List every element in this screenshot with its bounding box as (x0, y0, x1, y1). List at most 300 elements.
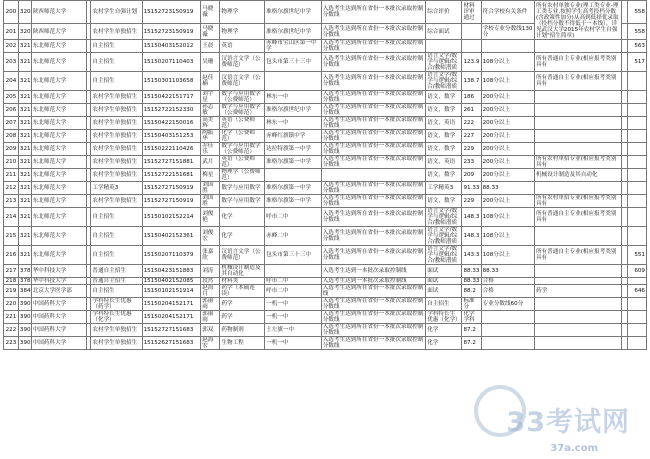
table-row (4, 156, 647, 169)
exam-subject-cell: 工学精英3 (426, 182, 462, 195)
exam-subject-cell: 面试 (426, 265, 462, 278)
row-index-cell: 217 (4, 265, 19, 278)
admission-condition-cell: 入选考生达到所在省份一本批次录取控制分数线 (321, 104, 426, 117)
admission-condition-cell: 入选考生达到所在省份一本批次录取控制分数线 (321, 298, 426, 311)
note-cell: 所有普通自主专业(相应报考类别具有 (534, 246, 621, 265)
evaluation-cell: 123.9 (462, 53, 481, 72)
requirement-cell: 88.33 (481, 265, 534, 278)
exam-subject-cell: 语文，数学 (426, 143, 462, 156)
student-name-cell: 刘涛 (201, 265, 220, 278)
school-code-cell: 390 (18, 298, 31, 311)
admission-condition-cell: 入选考生达到所在省份一本批次录取控制分数线 (321, 1, 426, 24)
school-name-cell: 东北师范大学 (31, 246, 86, 265)
exam-subject-cell: 语言文学/数学与逻辑/综合/教师潜质 (426, 246, 462, 265)
exam-id-cell: 15150403152012 (142, 40, 201, 53)
evaluation-cell: 87.2 (462, 324, 481, 337)
admission-condition-cell: 入选考生达到所在省份一本批次录取控制分数线 (321, 117, 426, 130)
note-cell (534, 324, 621, 337)
row-index-cell: 200 (4, 1, 19, 24)
student-name-cell: 刘国胜 (201, 182, 220, 195)
evaluation-cell: 88.2 (462, 285, 481, 298)
student-name-cell: 吴珊 (201, 53, 220, 72)
exam-id-cell: 15152727151881 (142, 156, 201, 169)
evaluation-cell: 229 (462, 195, 481, 208)
high-school-cell: 准格尔旗第一中学 (265, 156, 322, 169)
admission-condition-cell: 入选考生达到所在省份一本批次录取控制分数线 (321, 311, 426, 324)
program-type-cell: 自主招生 (91, 208, 142, 227)
student-name-cell: 武月 (201, 156, 220, 169)
student-name-cell: 刘俊艳 (201, 208, 220, 227)
program-type-cell: 农村学生单独招生 (91, 324, 142, 337)
program-type-cell: 农村学生单独招生 (91, 169, 142, 182)
table-row (4, 169, 647, 182)
score-cell: 551 (627, 246, 646, 265)
exam-id-cell: 15152727151683 (142, 324, 201, 337)
school-name-cell: 陕西师范大学 (31, 24, 86, 40)
row-index-cell: 203 (4, 53, 19, 72)
major-cell: 物理学（公费师范） (220, 169, 265, 182)
school-name-cell: 东北师范大学 (31, 143, 86, 156)
exam-subject-cell: 语文，数学 (426, 130, 462, 143)
program-type-cell: 普通自主招生 (91, 265, 142, 278)
exam-id-cell: 15150422150016 (142, 117, 201, 130)
major-cell: 数学与应用数学 (220, 182, 265, 195)
watermark-logo (479, 379, 644, 457)
exam-subject-cell: 面试 (426, 278, 462, 285)
school-name-cell: 东北师范大学 (31, 195, 86, 208)
program-type-cell: 农村学生自强计划 (91, 1, 142, 24)
requirement-cell (481, 337, 534, 350)
major-cell: 数学与应用数学（公费师范） (220, 104, 265, 117)
program-type-cell: 农村学生单独招生 (91, 337, 142, 350)
note-cell (534, 104, 621, 117)
requirement-cell: 108分以上 (481, 53, 534, 72)
high-school-cell: 赤峰二中 (265, 227, 322, 246)
evaluation-cell: 138.7 (462, 72, 481, 91)
exam-id-cell: 15150222110426 (142, 143, 201, 156)
student-name-cell: 郭丽雨 (201, 298, 220, 311)
note-cell (534, 130, 621, 143)
admission-condition-cell: 入选考生达到所在省份一本批次录取控制分数线 (321, 130, 426, 143)
table-row (4, 246, 647, 265)
school-code-cell: 320 (18, 24, 31, 40)
exam-subject-cell: 语文，数学 (426, 195, 462, 208)
exam-id-cell: 15150301103658 (142, 72, 201, 91)
major-cell: 物理学 (220, 1, 265, 24)
program-type-cell: 自主招生 (91, 53, 142, 72)
program-type-cell: 农村学生单独招生 (91, 24, 142, 40)
note-cell: 所有普通自主专业(相应报考类别具有 (534, 53, 621, 72)
exam-subject-cell: 语言文学/数学与逻辑/综合/教师潜质 (426, 227, 462, 246)
evaluation-cell: 186 (462, 91, 481, 104)
exam-id-cell: 15150403151253 (142, 130, 201, 143)
admission-table (3, 0, 647, 350)
major-cell: 材料类 (220, 278, 265, 285)
note-cell: 药学 (534, 285, 621, 298)
note-cell (534, 182, 621, 195)
school-name-cell: 中国药科大学 (31, 298, 86, 311)
score-cell (627, 298, 646, 311)
exam-subject-cell: 语文，数学 (426, 91, 462, 104)
admission-condition-cell: 入选考生达到所在省份一本批次录取控制分数线 (321, 53, 426, 72)
requirement-cell: 108分以上 (481, 72, 534, 91)
note-cell (534, 40, 621, 53)
row-index-cell: 216 (4, 246, 19, 265)
evaluation-cell: 143.3 (462, 246, 481, 265)
exam-id-cell: 15150207110403 (142, 53, 201, 72)
admission-condition-cell: 入选考生达到一本批次录取控制线 (321, 278, 426, 285)
major-cell: 汉语言文学（公费师范） (220, 246, 265, 265)
program-type-cell: 工学精英3 (91, 182, 142, 195)
exam-id-cell: 15150102152214 (142, 208, 201, 227)
admission-condition-cell: 入选考生达到所在省份一本批次录取控制分数线 (321, 72, 426, 91)
program-type-cell: 自主招生 (91, 72, 142, 91)
requirement-cell: 合格 (481, 278, 534, 285)
school-code-cell: 321 (18, 40, 31, 53)
row-index-cell: 205 (4, 91, 19, 104)
high-school-cell: 包头市第三十三中 (265, 53, 322, 72)
evaluation-cell: 209 (462, 169, 481, 182)
evaluation-cell: 229 (462, 143, 481, 156)
program-type-cell: 农村学生单独招生 (91, 130, 142, 143)
school-name-cell: 华中科技大学 (31, 278, 86, 285)
student-name-cell: 乔佳乐 (201, 143, 220, 156)
major-cell: 数学与应用数学 (220, 195, 265, 208)
evaluation-cell: 88.33 (463, 278, 480, 284)
table-row (4, 337, 647, 350)
row-index-cell: 211 (4, 169, 19, 182)
school-code-cell: 321 (18, 72, 31, 91)
admission-condition-cell: 入选考生达到所在省份一本批次录取控制分数线 (321, 246, 426, 265)
major-cell: 化学 (220, 227, 265, 246)
exam-id-cell: 15150402152361 (142, 227, 201, 246)
school-code-cell: 321 (18, 104, 31, 117)
requirement-cell: 200分以上 (481, 195, 534, 208)
evaluation-cell: 227 (462, 130, 481, 143)
requirement-cell: 专业分数线60分 (481, 298, 534, 311)
school-code-cell: 321 (18, 156, 31, 169)
table-row (4, 72, 647, 91)
score-cell (627, 278, 646, 285)
admission-condition-cell: 入选考生达到所在省份一本批次录取控制分数线 (321, 143, 426, 156)
major-cell: 药学（本硕连读） (220, 285, 265, 298)
note-cell: 所有普通自主专业(相应报考类别具有 (534, 208, 621, 227)
high-school-cell: 准格尔旗世纪中学 (265, 24, 322, 40)
school-code-cell: 378 (18, 265, 31, 278)
high-school-cell: 准格尔旗世纪中学 (265, 104, 322, 117)
exam-subject-cell (426, 40, 462, 53)
evaluation-cell: 88.33 (462, 265, 481, 278)
program-type-cell: 自主招生 (91, 227, 142, 246)
school-name-cell: 东北师范大学 (31, 182, 86, 195)
student-name-cell: 刘俊宏 (201, 227, 220, 246)
exam-id-cell: 15150402152085 (142, 278, 201, 285)
row-index-cell: 220 (4, 298, 19, 311)
score-cell (627, 195, 646, 208)
high-school-cell: 赤峰红旗镇中学 (265, 130, 322, 143)
exam-subject-cell: 综合面试 (426, 24, 462, 40)
exam-id-cell: 15150204152171 (142, 298, 201, 311)
requirement-cell: 200分以上 (481, 156, 534, 169)
school-code-cell: 390 (18, 311, 31, 324)
exam-id-cell: 15152727150919 (142, 182, 201, 195)
exam-subject-cell: 语言文学/数学与逻辑/综合/教师潜质 (426, 53, 462, 72)
student-name-cell: 马晓薇 (201, 1, 220, 24)
exam-id-cell: 15152722152330 (142, 104, 201, 117)
score-cell: 558 (627, 1, 646, 24)
exam-subject-cell: 语文，英语 (426, 156, 462, 169)
student-name-cell: 马晓薇 (201, 24, 220, 40)
exam-subject-cell: 语言文学/数学与逻辑/综合/教师潜质 (426, 208, 462, 227)
exam-id-cell: 15152627151683 (142, 337, 201, 350)
row-index-cell: 222 (4, 324, 19, 337)
requirement-cell: 200分以上 (481, 143, 534, 156)
table-row (4, 182, 647, 195)
exam-subject-cell: 语文，英语 (426, 117, 462, 130)
row-index-cell: 201 (4, 24, 19, 40)
note-cell (534, 265, 621, 278)
student-name-cell: 张嘉欣 (201, 246, 220, 265)
score-cell (627, 169, 646, 182)
table-row (4, 324, 647, 337)
admission-condition-cell: 入选考生达到所在省份一本批次录取控制分数线 (321, 91, 426, 104)
exam-subject-cell: 面试 (426, 285, 462, 298)
high-school-cell: 林东一中 (265, 117, 322, 130)
requirement-cell (481, 311, 534, 324)
exam-subject-cell: 化学 (426, 337, 462, 350)
school-name-cell: 东北师范大学 (31, 227, 86, 246)
student-name-cell: 赵佳楠 (201, 72, 220, 91)
row-index-cell: 221 (4, 311, 19, 324)
school-name-cell: 北京大学医学部 (31, 285, 86, 298)
school-name-cell: 东北师范大学 (31, 72, 86, 91)
row-index-cell: 213 (4, 195, 19, 208)
program-type-cell: 农村学生单独招生 (91, 104, 142, 117)
row-index-cell: 223 (4, 337, 19, 350)
score-cell (627, 130, 646, 143)
high-school-cell: 准格尔旗第一中学 (265, 195, 322, 208)
table-row (4, 227, 647, 246)
table-row (4, 104, 647, 117)
exam-subject-cell: 自主招生 (426, 298, 462, 311)
requirement-cell (481, 324, 534, 337)
requirement-cell: 200分以上 (481, 169, 534, 182)
school-name-cell: 华中科技大学 (31, 265, 86, 278)
note-cell: 所有普通自主专业(相应报考类别具有 (534, 72, 621, 91)
exam-id-cell: 15152727150919 (142, 195, 201, 208)
school-code-cell: 321 (18, 169, 31, 182)
major-cell: 英语（公费师范） (220, 117, 265, 130)
score-cell (627, 311, 646, 324)
note-cell: 所有农村单独专业(理工类专业-理工类专业,按照学生高考投档分数(含政策性加分)从高到低择优录取（投档分数不得低于一本线）。详见武汉大学2015年农村学生自强计划"招生简章) (534, 1, 621, 40)
school-code-cell: 321 (18, 227, 31, 246)
school-code-cell: 321 (18, 246, 31, 265)
program-type-cell: 农村学生单独招生 (91, 91, 142, 104)
high-school-cell: 一机一中 (265, 337, 322, 350)
note-cell (534, 311, 621, 324)
requirement-cell: 200分以上 (481, 130, 534, 143)
student-name-cell: 陶振华 (201, 130, 220, 143)
high-school-cell: 包头市第三十三中 (265, 246, 322, 265)
table-row (4, 265, 647, 278)
requirement-cell: 88.33 (481, 182, 534, 195)
program-type-cell: 普通自主招生 (91, 278, 142, 285)
school-name-cell: 东北师范大学 (31, 130, 86, 143)
note-cell (534, 278, 621, 285)
major-cell: 数学与应用数学（公费师范） (220, 143, 265, 156)
evaluation-cell: 222 (462, 117, 481, 130)
major-cell: 汉语言文学（公费师范） (220, 72, 265, 91)
student-name-cell: 赵海月 (201, 285, 220, 298)
high-school-cell: 一机一中 (265, 311, 322, 324)
evaluation-cell: 91.33 (462, 182, 481, 195)
table-row (4, 285, 647, 298)
exam-id-cell: 15150207110379 (142, 246, 201, 265)
note-cell (534, 337, 621, 350)
admission-condition-cell: 入选考生达到所在省份一本批次录取控制分数线 (321, 324, 426, 337)
score-cell (627, 117, 646, 130)
requirement-cell: 合格 (481, 285, 534, 298)
school-name-cell: 东北师范大学 (31, 40, 86, 53)
admission-condition-cell: 入选考生达到所在省份一本批次录取控制分数线 (321, 195, 426, 208)
school-code-cell: 384 (18, 285, 31, 298)
score-cell: 563 (627, 40, 646, 53)
exam-id-cell: 15150204152171 (142, 311, 201, 324)
score-cell (627, 91, 646, 104)
exam-id-cell: 15152722151681 (142, 169, 201, 182)
major-cell: 化学 (220, 208, 265, 227)
school-code-cell: 321 (18, 195, 31, 208)
row-index-cell: 212 (4, 182, 19, 195)
evaluation-cell: 261 (462, 104, 481, 117)
major-cell: 数学与应用数学（公费师范） (220, 91, 265, 104)
table-row (4, 91, 647, 104)
evaluation-cell: 材料评审通过 (462, 1, 481, 24)
row-index-cell: 206 (4, 104, 19, 117)
exam-id-cell: 15150422151717 (142, 91, 201, 104)
school-name-cell: 东北师范大学 (31, 208, 86, 227)
school-code-cell: 320 (18, 1, 31, 24)
score-cell (627, 208, 646, 227)
evaluation-cell: 148.3 (462, 227, 481, 246)
school-code-cell: 321 (18, 117, 31, 130)
exam-id-cell: 15152723150919 (142, 24, 201, 40)
table-row (4, 298, 647, 311)
high-school-cell: 一机一中 (265, 298, 322, 311)
exam-subject-cell: 语文，数学 (426, 169, 462, 182)
evaluation-cell: 233 (462, 156, 481, 169)
requirement-cell: 符合学校有关条件 (481, 1, 534, 24)
table-row (4, 311, 647, 324)
admission-condition-cell: 入选考生达到所在省份一本批次录取控制分数线 (321, 24, 426, 40)
score-cell: 646 (627, 285, 646, 298)
requirement-cell: 108分以上 (481, 246, 534, 265)
row-index-cell: 207 (4, 117, 19, 130)
note-cell: 所有农村单招专业(相应报考类别具有 (534, 195, 621, 208)
admission-condition-cell: 入选考生达到所在省份一本批次录取控制分数线 (321, 337, 426, 350)
high-school-cell: 呼市二中 (265, 285, 322, 298)
high-school-cell: 呼市二中 (265, 208, 322, 227)
evaluation-cell: 87.2 (462, 337, 481, 350)
student-name-cell: 赵海宏 (201, 337, 220, 350)
admission-condition-cell: 入选考生达到所在省份一本批次录取控制分数线 (321, 156, 426, 169)
table-row (4, 143, 647, 156)
requirement-cell: 学校专业分数线130分 (482, 25, 533, 38)
evaluation-cell: 148.3 (462, 208, 481, 227)
program-type-cell: 自主招生 (91, 285, 142, 298)
school-code-cell: 390 (18, 324, 31, 337)
evaluation-cell: 标准分 (462, 298, 481, 311)
school-name-cell: 东北师范大学 (31, 169, 86, 182)
row-index-cell: 210 (4, 156, 19, 169)
program-type-cell: 自主招生 (91, 40, 142, 53)
school-code-cell: 321 (18, 53, 31, 72)
row-index-cell: 204 (4, 72, 19, 91)
requirement-cell: 108分以上 (481, 208, 534, 227)
student-name-cell: 梅星 (201, 169, 220, 182)
score-cell (627, 143, 646, 156)
program-type-cell: 学科特长生优惠（化学） (91, 311, 142, 324)
requirement-cell: 200分以上 (481, 104, 534, 117)
score-cell (627, 156, 646, 169)
major-cell: 药学 (220, 298, 265, 311)
program-type-cell: 自主招生 (91, 246, 142, 265)
school-code-cell: 321 (18, 208, 31, 227)
school-name-cell: 中国药科大学 (31, 311, 86, 324)
table-body (4, 1, 647, 350)
student-name-cell: 王晨 (201, 40, 220, 53)
school-code-cell: 321 (18, 130, 31, 143)
score-cell (627, 104, 646, 117)
school-name-cell: 中国药科大学 (31, 337, 86, 350)
requirement-cell (481, 40, 534, 53)
high-school-cell: 赤峰市宝山区第一中学 (265, 40, 322, 53)
row-index-cell: 214 (4, 208, 19, 227)
major-cell: 汉语言文学（公费师范） (220, 53, 265, 72)
major-cell: 药物制剂 (220, 324, 265, 337)
note-cell (534, 227, 621, 246)
exam-subject-cell: 化学 (426, 324, 462, 337)
row-index-cell: 209 (4, 143, 19, 156)
student-name-cell: 刘宇星 (201, 91, 220, 104)
evaluation-cell (462, 24, 481, 40)
student-name-cell: 刘国胜 (201, 195, 220, 208)
table-row (4, 1, 647, 24)
note-cell: 机械设计制造及其自动化 (534, 169, 621, 182)
school-code-cell: 390 (18, 337, 31, 350)
note-cell: 所有农村单招专业(相应报考类别具有 (534, 156, 621, 169)
evaluation-cell (462, 40, 481, 53)
admission-condition-cell: 入选考生达到所在省份一本批次录取控制线 (321, 285, 426, 298)
high-school-cell: 呼市二中 (265, 278, 322, 285)
score-cell (627, 337, 646, 350)
school-name-cell: 陕西师范大学 (31, 1, 86, 24)
school-name-cell: 东北师范大学 (31, 156, 86, 169)
high-school-cell: 准格尔旗世纪中学 (265, 1, 322, 24)
student-name-cell: 郭丽雨 (201, 311, 220, 324)
note-cell (534, 91, 621, 104)
student-name-cell: 郭双 (201, 324, 220, 337)
exam-id-cell: 15150102151914 (142, 285, 201, 298)
admission-condition-cell (321, 169, 426, 182)
high-school-cell: 土左旗一中 (265, 324, 322, 337)
table-row (4, 278, 647, 285)
score-cell: 609 (627, 265, 646, 278)
score-cell (627, 72, 646, 91)
note-cell (534, 298, 621, 311)
school-code-cell: 321 (18, 182, 31, 195)
major-cell: 物理学 (220, 24, 265, 40)
